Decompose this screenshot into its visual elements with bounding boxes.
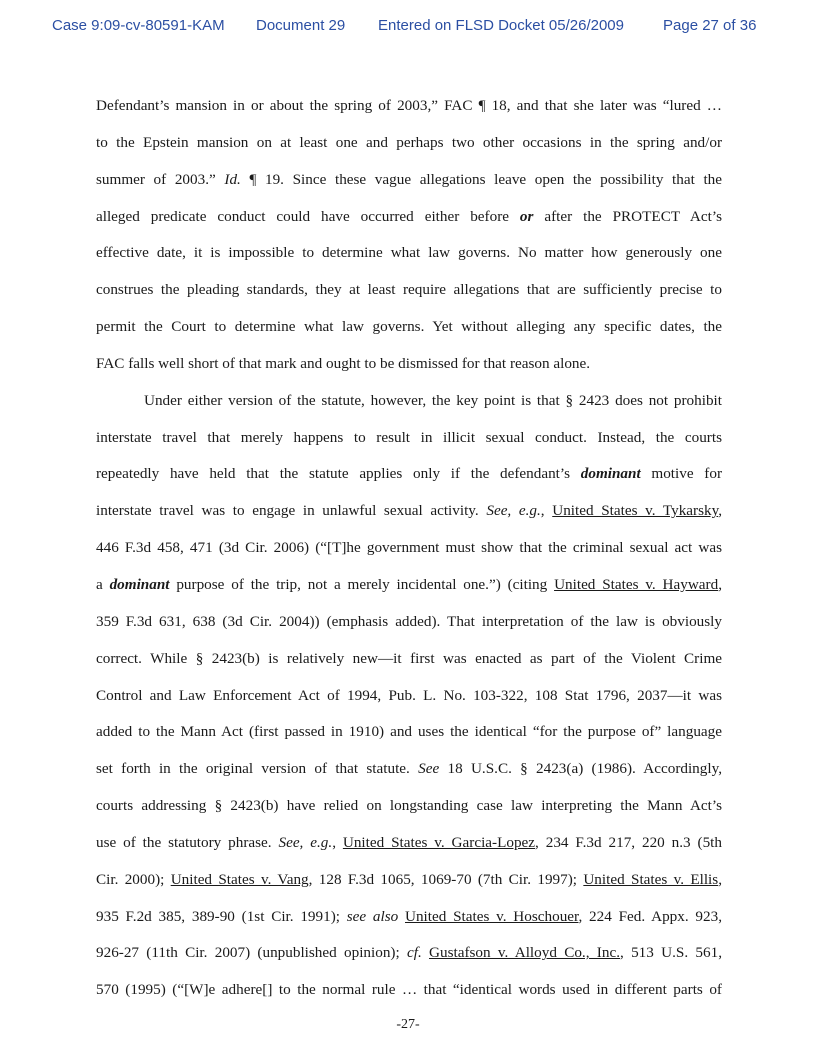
text-span: added to the Mann Act (first passed in 1910) and uses the identical “for the purpose of” language: [96, 723, 722, 741]
text-span: 926-27 (11th Cir. 2007) (unpublished opinion);: [96, 944, 407, 962]
text-line: [96, 869, 722, 906]
text-line: [96, 537, 722, 574]
case-citation: United States v. Vang: [170, 870, 309, 888]
document-number: Document 29: [256, 17, 346, 34]
text-span: 359 F.3d 631, 638 (3d Cir. 2004)) (emphasis added). That interpretation of the law is obviously: [96, 612, 722, 630]
emphasis-text: or: [519, 207, 534, 225]
emphasis-text: cf.: [406, 944, 422, 962]
text-span: , 513 U.S. 561,: [620, 944, 722, 962]
text-line: [96, 942, 722, 979]
text-span: after the PROTECT Act’s: [533, 207, 722, 225]
text-span: Defendant’s mansion in or about the spring of 2003,” FAC ¶ 18, and that she later was “lured …: [96, 97, 722, 114]
case-citation: Gustafson v. Alloyd Co., Inc.: [429, 944, 620, 962]
case-citation: United States v. Hayward: [554, 575, 719, 593]
text-line: [96, 316, 722, 353]
text-span: interstate travel that merely happens to result in illicit sexual conduct. Instead, the courts: [96, 428, 722, 446]
emphasis-text: see also: [346, 907, 399, 925]
text-span: to the Epstein mansion on at least one and perhaps two other occasions in the spring and/or: [96, 133, 722, 151]
text-span: effective date, it is impossible to determine what law governs. No matter how generously one: [96, 244, 722, 262]
text-span: use of the statutory phrase.: [96, 833, 279, 851]
emphasis-text: dominant: [580, 465, 641, 483]
text-line: [96, 427, 722, 464]
text-line: [96, 832, 722, 869]
text-span: interstate travel was to engage in unlawful sexual activity.: [96, 502, 487, 520]
text-span: ¶ 19. Since these vague allegations leave open the possibility that the: [240, 170, 722, 188]
text-line: [96, 500, 722, 537]
text-line: [96, 685, 722, 722]
text-span: ,: [718, 575, 722, 593]
text-span: ,: [718, 502, 722, 520]
text-line: [96, 242, 722, 279]
text-span: ,: [332, 833, 343, 851]
text-span: , 234 F.3d 217, 220 n.3 (5th: [535, 833, 722, 851]
text-span: permit the Court to determine what law governs. Yet without alleging any specific dates, the: [96, 318, 722, 336]
emphasis-text: See, e.g.: [278, 833, 333, 851]
text-line: [96, 132, 722, 169]
page-number-footer: -27-: [396, 1017, 420, 1032]
text-line: [96, 390, 722, 427]
text-span: construes the pleading standards, they at least require allegations that are sufficiently precise to: [96, 281, 722, 299]
case-number: Case 9:09-cv-80591-KAM: [52, 17, 225, 34]
text-span: 18 U.S.C. § 2423(a) (1986). Accordingly,: [439, 760, 722, 778]
text-line: [96, 206, 722, 243]
text-span: 935 F.2d 385, 389-90 (1st Cir. 1991);: [96, 907, 347, 925]
text-line: [96, 279, 722, 316]
text-span: , 224 Fed. Appx. 923,: [578, 907, 722, 925]
text-line: [96, 169, 722, 206]
case-citation: United States v. Hoschouer: [405, 907, 579, 925]
case-citation: United States v. Garcia-Lopez: [342, 833, 536, 851]
text-span: purpose of the trip, not a merely incidental one.”) (citing: [169, 575, 555, 593]
text-span: 446 F.3d 458, 471 (3d Cir. 2006) (“[T]he government must show that the criminal sexual act was: [96, 539, 722, 557]
text-line: [96, 758, 722, 795]
text-line: [96, 574, 722, 611]
emphasis-text: See: [418, 760, 440, 778]
text-line: [96, 979, 722, 1016]
text-span: [398, 908, 405, 925]
text-span: repeatedly have held that the statute applies only if the defendant’s: [96, 465, 581, 483]
text-span: Under either version of the statute, however, the key point is that § 2423 does not prohibit: [144, 391, 722, 409]
text-line: [96, 721, 722, 758]
text-line: [96, 906, 722, 943]
emphasis-text: dominant: [109, 575, 170, 593]
text-span: FAC falls well short of that mark and ought to be dismissed for that reason alone.: [96, 354, 591, 372]
emphasis-text: See, e.g.: [486, 502, 541, 520]
text-line: [96, 95, 722, 132]
text-span: a: [96, 575, 110, 593]
text-span: ,: [718, 870, 722, 888]
text-span: correct. While § 2423(b) is relatively new—it first was enacted as part of the Violent Crime: [96, 649, 722, 667]
text-line: [96, 353, 722, 390]
text-span: courts addressing § 2423(b) have relied on longstanding case law interpreting the Mann Act’s: [96, 797, 722, 815]
text-span: ,: [540, 502, 553, 520]
docket-entry-date: Entered on FLSD Docket 05/26/2009: [378, 17, 624, 34]
case-citation: United States v. Tykarsky: [552, 502, 719, 520]
text-span: motive for: [640, 465, 723, 483]
text-span: , 128 F.3d 1065, 1069-70 (7th Cir. 1997);: [308, 870, 584, 888]
case-citation: United States v. Ellis: [583, 870, 719, 888]
text-span: [422, 944, 429, 961]
text-span: Control and Law Enforcement Act of 1994, Pub. L. No. 103-322, 108 Stat 1796, 2037—it was: [96, 686, 722, 704]
page-count: Page 27 of 36: [663, 17, 757, 34]
document-body: [96, 95, 722, 1016]
text-span: alleged predicate conduct could have occurred either before: [96, 207, 520, 225]
text-line: [96, 648, 722, 685]
docket-header: [52, 17, 772, 34]
text-line: [96, 611, 722, 648]
text-line: [96, 463, 722, 500]
text-span: 570 (1995) (“[W]e adhere[] to the normal rule … that “identical words used in different parts of: [96, 981, 722, 999]
text-span: summer of 2003.”: [96, 170, 225, 188]
text-line: [96, 795, 722, 832]
text-span: set forth in the original version of that statute.: [96, 760, 419, 778]
text-span: Cir. 2000);: [96, 870, 171, 888]
emphasis-text: Id.: [224, 170, 241, 188]
